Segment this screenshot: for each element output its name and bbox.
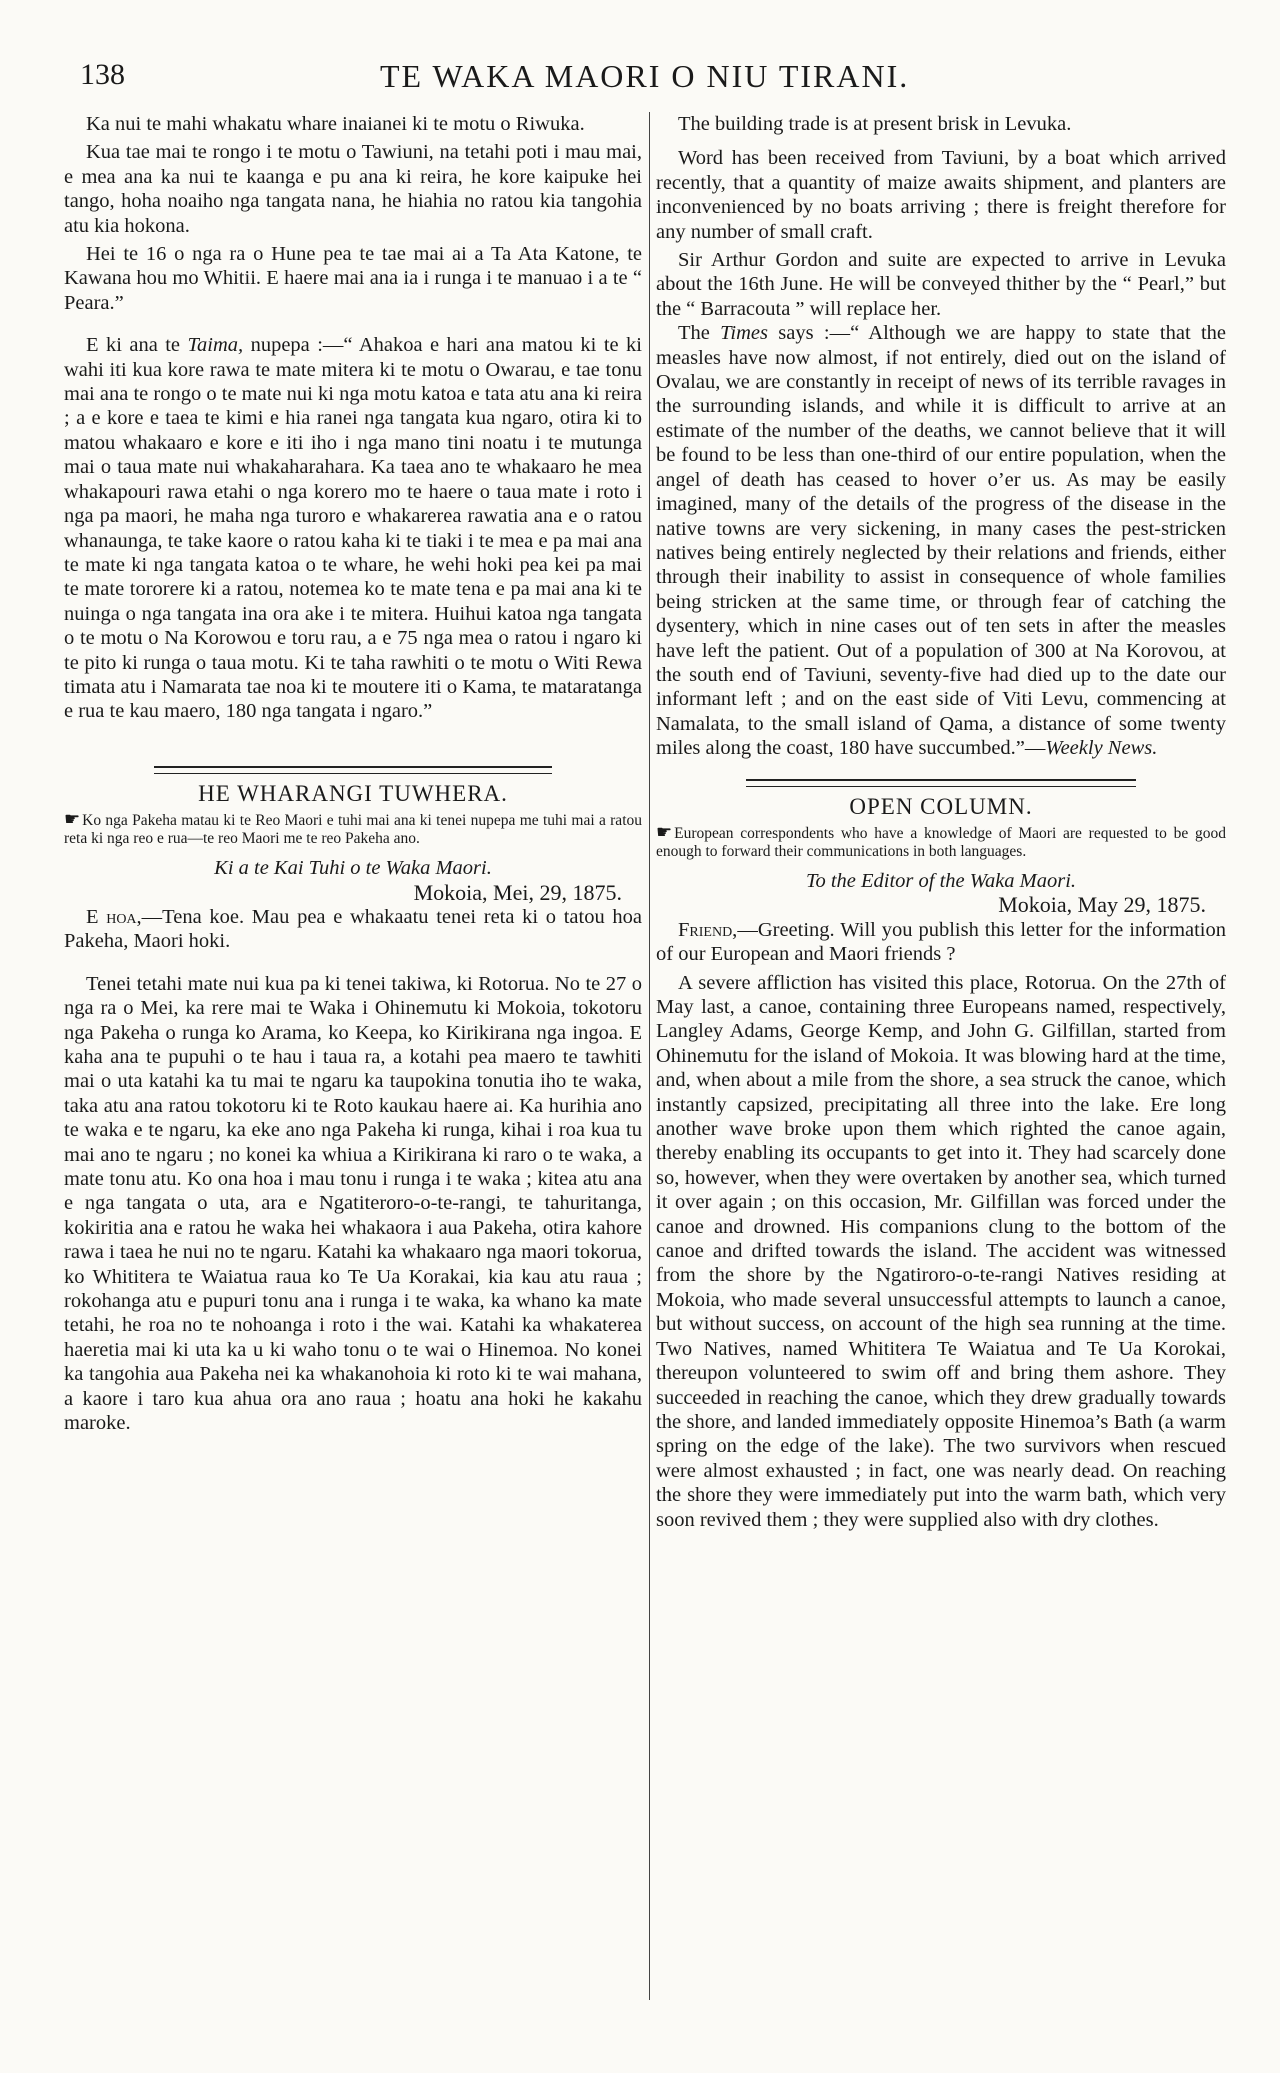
times-text: says :—“ Although we are happy to state that the measles have now almost, if not entirely, died out on the island of Ovalau, we are constantly in receipt of news of its terrible ravages in the surrounding islands, and while it is difficult to arrive at an estimate of the number of the deaths, we cannot believe that it will be found to be less than one-third of our entire population, when the angel of death has ceased to hover o’er us. As may be easily imagined, many of the details of the progress of the disease in the native towns are very sickening, in many cases the pest-stricken natives being entirely neglected by their relations and friends, either through their inability to assist in consequence of whole families being stricken at the same time, or through fear of catching the dysentery, which in nine cases out of ten sets in after the measles have left the patient. Out of a population of 300 at Na Korovou, at the south end of Taviuni, seventy-five had died up to the date our informant left ; and on the east side of Viti Levu, commencing at Namalata, to the small island of Qama, a distance of some twenty miles along the coast, 180 have succumbed.”— (656, 322, 1226, 760)
times-extract (656, 321, 1226, 760)
times-prefix: The (678, 322, 721, 345)
pointing-hand-icon: ☛ (656, 821, 673, 842)
news-paragraph: Word has been received from Taviuni, by a boat which arrived recently, that a quantity of maize awaits shipment, and planters are inconvenienced by no boats arriving ; there is freight therefore for any number of small craft. (656, 147, 1226, 243)
news-paragraph: Sir Arthur Gordon and suite are expected to arrive in Levuka about the 16th June. He will be conveyed thither by the “ Pearl,” but the “ Barracouta ” will replace her. (656, 249, 1226, 320)
news-paragraph: Kua tae mai te rongo i te motu o Tawiuni, na tetahi poti i mau mai, e mea ana ka nui te kaanga e pu ana ki reira, he kore kaipuke hei tango, hoha noaiho nga tangata nana, he hiahia no ratou kia tangohia atu kia hokona. (64, 141, 642, 237)
times-credit: Weekly News. (1045, 737, 1158, 760)
taima-prefix: E ki ana te (86, 334, 188, 357)
pointing-hand-icon: ☛ (64, 809, 81, 830)
letter-greeting (64, 905, 642, 954)
notice-text: Ko nga Pakeha matau ki te Reo Maori e tuhi mai ana ki tenei nupepa me tuhi mai a ratou reta ki nga reo e rua—te reo Maori me te reo Pakeha ano. (64, 812, 642, 848)
section-rule (154, 766, 552, 774)
taima-source: Taima, (187, 334, 244, 357)
letter-body: Tenei tetahi mate nui kua pa ki tenei takiwa, ki Rotorua. No te 27 o nga ra o Mei, ka rere mai te Waka i Ohinemutu ki Mokoia, tokotoru nga Pakeha o runga ko Arama, ko Keepa, ko Kirikirana nga ingoa. E kaha ana te pupuhi o te hau i taua ra, a kotahi pea maero te tawhiti mai o uta katahi ka tu mai te ngaru ka taupokina tonutia iho te waka, taka atu ana ratou tokotoru ki te Roto kaukau haere ai. Ka hurihia ano te waka e te ngaru, ka eke ano nga Pakeha ki runga, kihai i roa kua tu mai ano te ngaru ; no konei ka whiua a Kirikirana ki raro o te waka, a mate tonu atu. Ko ona hoa i mau tonu i runga i te waka ; kitea atu ana e nga tangata o uta, ara e Ngatiteroro-o-te-rangi, te tahuritanga, kokiritia ana e ratou he waka hei whakaora i aua Pakeha, otira kahore rawa i taea he nui no te ngaru. Katahi ka whakaaro nga maori tokorua, ko Whititera te Waiatua raua ko Te Ua Korakai, kia kau atu raua ; rokohanga atu e pupuri tonu ana i runga i te waka, ka whano ka mate tetahi, he roa no te nohoanga i roto i the wai. Katahi ka whakaterea haeretia mai ki uta ka u ki waho tonu o te wai o Hinemoa. No konei ka tangohia aua Pakeha nei ka whakanohoia ki roto ki te wai mahana, a kaore i taro kua ahua ora ano raua ; hoatu ana hoki he kakahu maroke. (64, 972, 642, 1435)
news-paragraph: The building trade is at present brisk in Levuka. (678, 113, 1072, 135)
news-paragraph: Hei te 16 o nga ra o Hune pea te tae mai ai a Ta Ata Katone, te Kawana hou mo Whitii. E haere mai ana ia i runga i te manuao i a te “ Peara.” (64, 243, 642, 314)
correspondence-notice (656, 823, 1226, 861)
times-source: Times (720, 322, 769, 345)
column-divider (649, 112, 650, 2000)
masthead (80, 58, 1244, 102)
letter-greeting (656, 918, 1226, 967)
letter-salutation: To the Editor of the Waka Maori. (805, 869, 1077, 892)
page-number: 138 (80, 58, 125, 91)
notice-text: European correspondents who have a knowledge of Maori are requested to be good enough to forward their communications in both languages. (656, 824, 1226, 860)
greeting-lead: Friend, (678, 918, 738, 941)
letter-dateline: Mokoia, May 29, 1875. (998, 892, 1206, 918)
section-rule (746, 779, 1136, 787)
left-column (64, 112, 642, 1436)
letter-body: A severe affliction has visited this place, Rotorua. On the 27th of May last, a canoe, containing three Europeans named, respectively, Langley Adams, George Kemp, and John G. Gilfillan, started from Ohinemutu for the island of Mokoia. It was blowing hard at the time, and, when about a mile from the shore, a sea struck the canoe, which instantly capsized, precipitating all three into the lake. Ere long another wave broke upon them which righted the canoe again, thereby enabling its occupants to get into it. They had scarcely done so, however, when they were overtaken by another sea, which turned it over again ; on this occasion, Mr. Gilfillan was forced under the canoe and drowned. His companions clung to the bottom of the canoe and drifted towards the island. The accident was witnessed from the shore by the Ngatiroro-o-te-rangi Natives residing at Mokoia, who made several unsuccessful attempts to launch a canoe, but without success, on account of the high sea running at the time. Two Natives, named Whititera Te Waiatua and Te Ua Korokai, thereupon volunteered to swim off and bring them ashore. They succeeded in reaching the canoe, which they drew gradually towards the shore, and landed immediately opposite Hinemoa’s Bath (a warm spring on the edge of the lake). The two survivors when rescued were almost exhausted ; in fact, one was nearly dead. On reaching the shore they were immediately put into the warm bath, which very soon revived them ; they were supplied also with dry clothes. (656, 971, 1226, 1531)
right-column (656, 112, 1226, 1532)
taima-extract (64, 333, 642, 724)
greeting-lead: E hoa, (86, 905, 142, 928)
section-heading: OPEN COLUMN. (849, 793, 1033, 819)
letter-salutation: Ki a te Kai Tuhi o te Waka Maori. (214, 857, 492, 880)
greeting-text: —Greeting. Will you publish this letter for the information of our European and Maori friends ? (656, 918, 1226, 966)
section-heading: HE WHARANGI TUWHERA. (198, 780, 508, 806)
publication-title: TE WAKA MAORI O NIU TIRANI. (380, 58, 910, 94)
taima-text: nupepa :—“ Ahakoa e hari ana matou ki te ki wahi iti kua kore rawa te mate mitera ki te motu o Owarau, e tae tonu mai ana te rongo o te mate nui ki nga motu katoa e tata atu ana ki reira ; a e kore e taea te kimi e hia ranei nga tangata kua ngaro, otira ki to matou whakaaro e kore e iti iho i nga mano tini noatu i te mutunga mai o taua mate nui whakaharahara. Ka taea ano te whakaaro he mea whakapouri rawa etahi o nga korero mo te haere o taua mate i roto i nga pa maori, he maha nga turoro e whakarerea rawatia ana e o ratou whanaunga, te take kaore o ratou kaha ki te tiaki i te mea e pa mai ana te mate ki nga tangata katoa o te whare, he wehi hoki pea kei pa mai te mate tororere ki a ratou, notemea ko te mate tena e pa mai ana ki te nuinga o nga tangata ina ora ake i te mitera. Huihui katoa nga tangata o te motu o Na Korowou e toru rau, a e 75 nga mea o ratou i ngaro ki te pito ki runga o taua motu. Ki te taha rawhiti o te motu o Witi Rewa timata atu i Namarata tae noa ki te moutere iti o Kama, te mataratanga e rua te kau maero, 180 nga tangata i ngaro.” (64, 334, 642, 723)
news-paragraph: Ka nui te mahi whakatu whare inaianei ki te motu o Riwuka. (86, 113, 585, 135)
correspondence-notice (64, 810, 642, 848)
greeting-text: —Tena koe. Mau pea e whakaatu tenei reta ki o tatou hoa Pakeha, Maori hoki. (64, 905, 642, 953)
letter-dateline: Mokoia, Mei, 29, 1875. (413, 879, 622, 905)
